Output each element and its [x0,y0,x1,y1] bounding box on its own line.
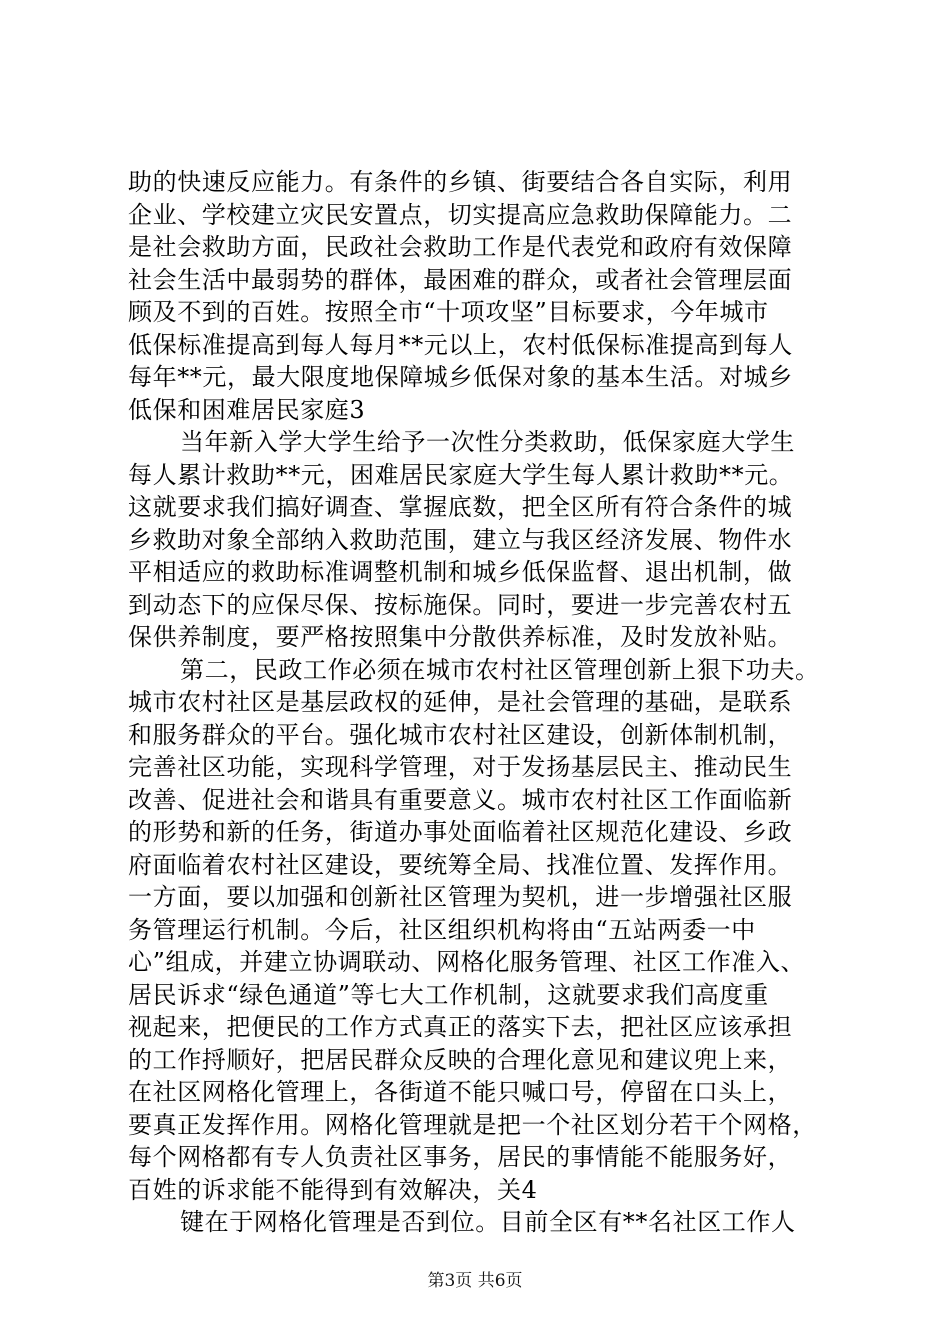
text-line: 的形势和新的任务，街道办事处面临着社区规范化建设、乡政 [128,818,793,846]
text-line: 键在于网格化管理是否到位。目前全区有**名社区工作人 [180,1208,796,1236]
body-text [128,166,832,1239]
text-line: 一方面，要以加强和创新社区管理为契机，进一步增强社区服 [128,883,793,911]
text-line: 保供养制度，要严格按照集中分散供养标准，及时发放补贴。 [128,623,793,651]
text-line: 每年**元，最大限度地保障城乡低保对象的基本生活。对城乡 [128,363,793,391]
text-line: 顾及不到的百姓。按照全市“十项攻坚”目标要求，今年城市 [128,298,769,326]
text-line: 每个网格都有专人负责社区事务，居民的事情能不能服务好， [128,1143,793,1171]
text-line: 城市农村社区是基层政权的延伸，是社会管理的基础，是联系 [128,688,793,716]
text-line: 务管理运行机制。今后，社区组织机构将由“五站两委一中 [128,915,756,944]
text-line: 视起来，把便民的工作方式真正的落实下去，把社区应该承担 [128,1013,793,1041]
page-footer: 第3页 共6页 [427,1271,523,1291]
text-line: 乡救助对象全部纳入救助范围，建立与我区经济发展、物件水 [128,525,793,554]
text-line: 这就要求我们搞好调查、掌握底数，把全区所有符合条件的城 [128,493,793,521]
text-line: 当年新入学大学生给予一次性分类救助，低保家庭大学生 [180,428,795,456]
text-line: 百姓的诉求能不能得到有效解决，关4 [128,1175,538,1204]
text-line: 低保标准提高到每人每月**元以上，农村低保标准提高到每人 [128,330,793,359]
text-line: 改善、促进社会和谐具有重要意义。城市农村社区工作面临新 [128,785,793,814]
text-line: 每人累计救助**元，困难居民家庭大学生每人累计救助**元。 [128,460,794,489]
text-line: 要真正发挥作用。网格化管理就是把一个社区划分若干个网格， [128,1110,817,1139]
text-line: 社会生活中最弱势的群体，最困难的群众，或者社会管理层面 [128,265,793,294]
text-line: 居民诉求“绿色通道”等七大工作机制，这就要求我们高度重 [128,980,769,1009]
text-line: 心”组成，并建立协调联动、网格化服务管理、社区工作准入、 [128,948,806,976]
text-line: 到动态下的应保尽保、按标施保。同时，要进一步完善农村五 [128,590,793,619]
text-line: 第二，民政工作必须在城市农村社区管理创新上狠下功夫。 [180,655,820,684]
text-line: 完善社区功能，实现科学管理，对于发扬基层民主、推动民生 [128,753,793,781]
text-line: 和服务群众的平台。强化城市农村社区建设，创新体制机制， [128,720,793,749]
text-line: 在社区网格化管理上，各街道不能只喊口号，停留在口头上， [128,1078,793,1106]
text-line: 是社会救助方面，民政社会救助工作是代表党和政府有效保障 [128,233,793,261]
text-line: 助的快速反应能力。有条件的乡镇、街要结合各自实际，利用 [128,168,793,196]
text-line: 低保和困难居民家庭3 [128,395,366,424]
text-line: 企业、学校建立灾民安置点，切实提高应急救助保障能力。二 [128,200,793,229]
text-line: 的工作捋顺好，把居民群众反映的合理化意见和建议兜上来， [128,1045,793,1074]
text-line: 平相适应的救助标准调整机制和城乡低保监督、退出机制，做 [128,558,793,586]
text-line: 府面临着农村社区建设，要统筹全局、找准位置、发挥作用。 [128,850,793,879]
